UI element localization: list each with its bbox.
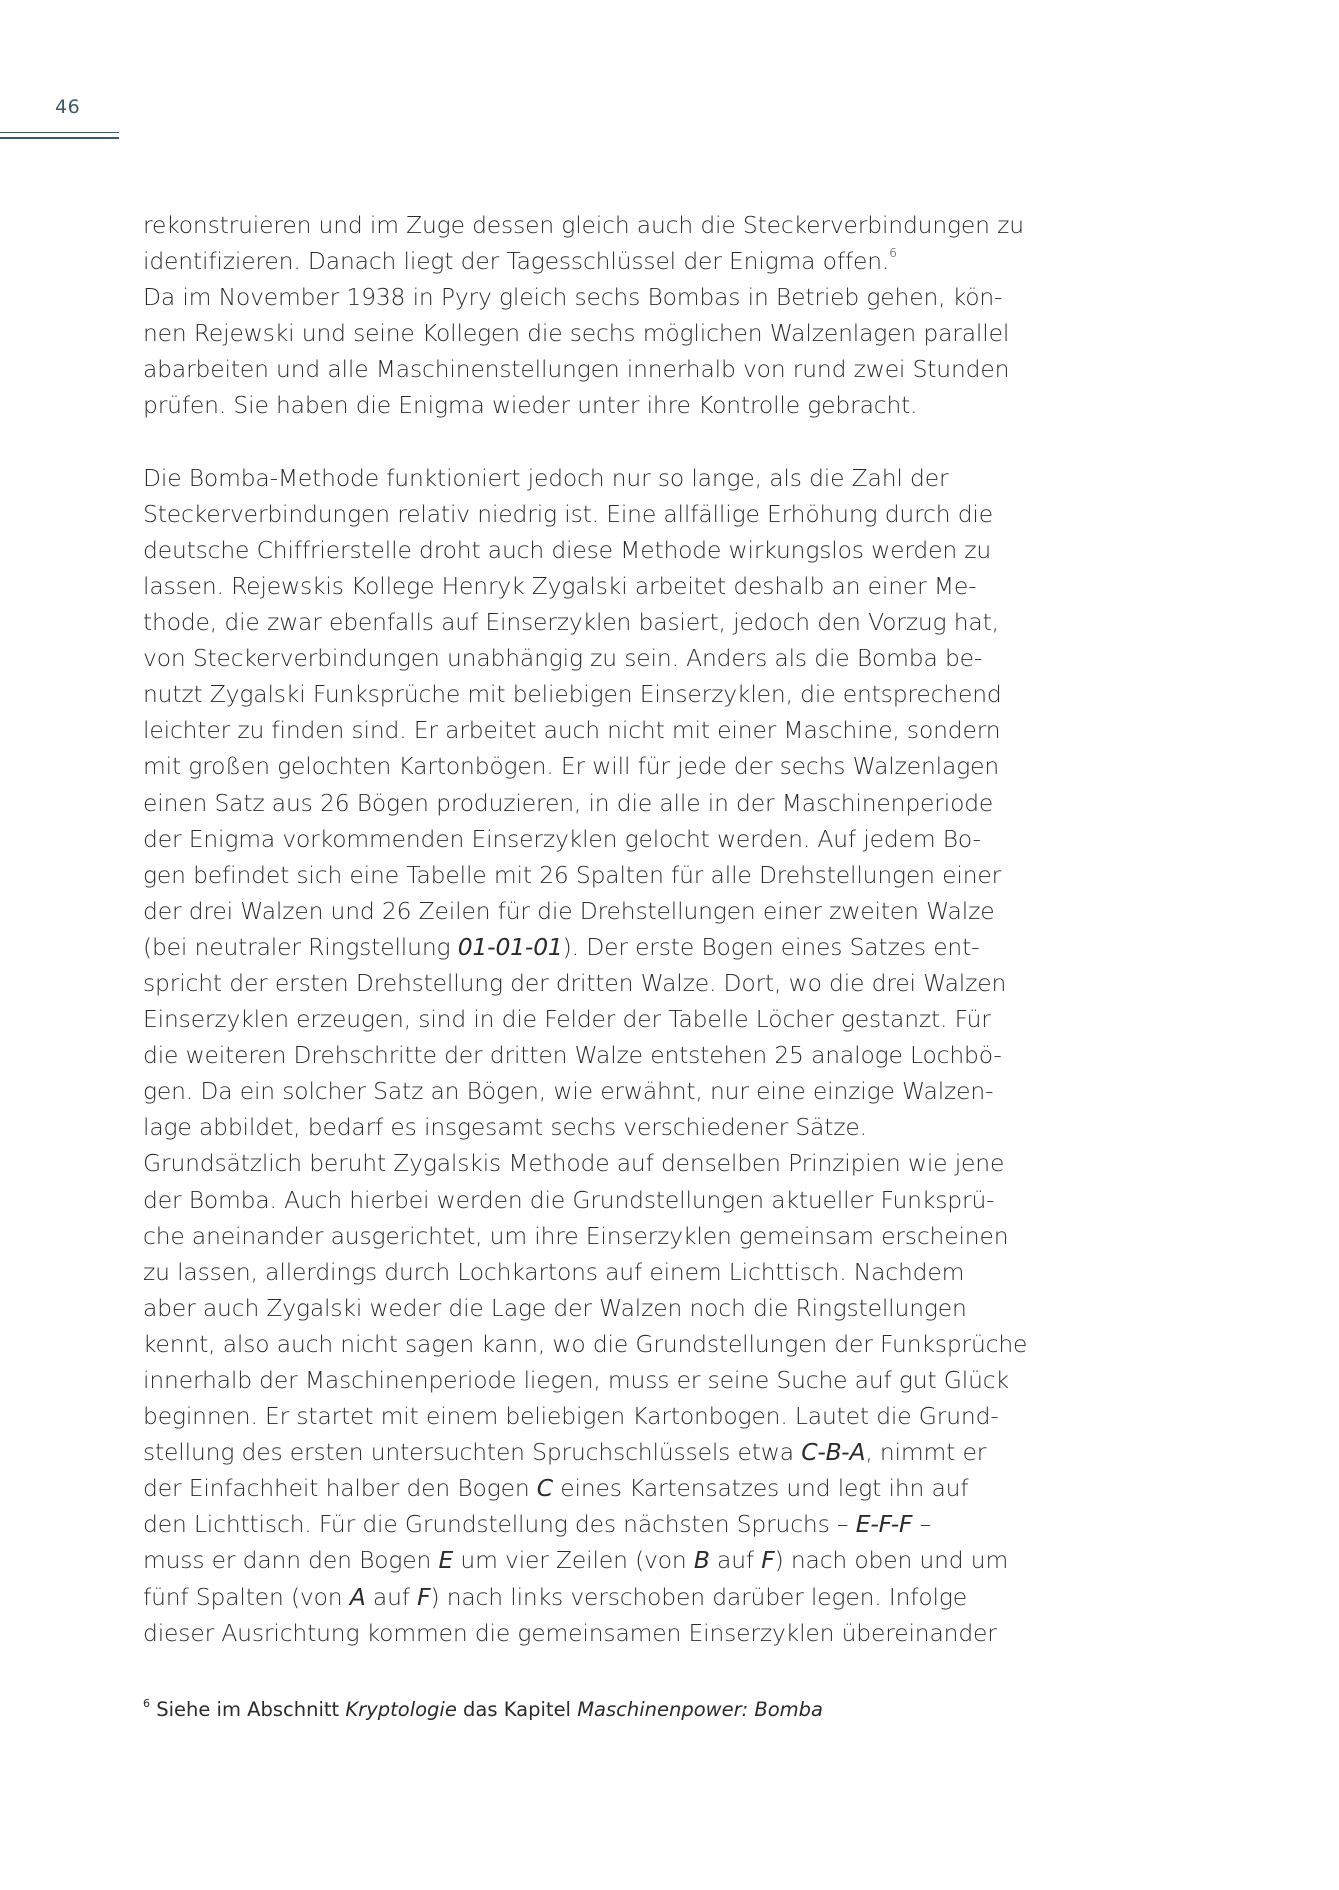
text-line: den Lichttisch. Für die Grundstellung des nächsten Spruchs – E-F-F – — [143, 1510, 932, 1539]
text-line: spricht der ersten Drehstellung der dritten Walze. Dort, wo die drei Walzen — [143, 968, 1007, 997]
text-line: identifizieren. Danach liegt der Tagesschlüssel der Enigma offen.$^6$ — [143, 246, 897, 276]
text-line: thode, die zwar ebenfalls auf Einserzyklen basiert, jedoch den Vorzug hat, — [143, 608, 999, 637]
text-line: der drei Walzen und 26 Zeilen für die Drehstellungen einer zweiten Walze — [143, 896, 995, 925]
text-line: (bei neutraler Ringstellung 01-01-01). Der erste Bogen eines Satzes ent- — [143, 932, 980, 961]
text-line: Grundsätzlich beruht Zygalskis Methode auf denselben Prinzipien wie jene — [143, 1149, 1005, 1178]
text-line: abarbeiten und alle Maschinenstellungen innerhalb von rund zwei Stunden — [143, 355, 1010, 384]
text-line: deutsche Chiffrierstelle droht auch diese Methode wirkungslos werden zu — [143, 535, 992, 564]
text-line: der Einfachheit halber den Bogen C eines Kartensatzes und legt ihn auf — [143, 1474, 969, 1503]
text-line: kennt, also auch nicht sagen kann, wo die Grundstellungen der Funksprüche — [143, 1329, 1028, 1358]
header-rule-thick — [0, 137, 119, 139]
text-line: von Steckerverbindungen unabhängig zu sein. Anders als die Bomba be- — [143, 644, 983, 673]
footnote-marker: 6 — [143, 1697, 150, 1710]
text-line: nen Rejewski und seine Kollegen die sechs möglichen Walzenlagen parallel — [143, 319, 1010, 348]
text-line: Steckerverbindungen relativ niedrig ist. Eine allfällige Erhöhung durch die — [143, 499, 993, 528]
text-line: zu lassen, allerdings durch Lochkartons auf einem Lichttisch. Nachdem — [143, 1257, 965, 1286]
text-line: rekonstruieren und im Zuge dessen gleich auch die Steckerverbindungen zu — [143, 211, 1024, 239]
text-line: gen befindet sich eine Tabelle mit 26 Spalten für alle Drehstellungen einer — [143, 860, 1002, 889]
paragraph-gap — [143, 424, 1043, 460]
text-line: Einserzyklen erzeugen, sind in die Felder der Tabelle Löcher gestanzt. Für — [143, 1005, 991, 1034]
body-text — [143, 207, 1043, 1651]
text-line: lage abbildet, bedarf es insgesamt sechs verschiedener Sätze. — [143, 1113, 867, 1142]
text-line: mit großen gelochten Kartonbögen. Er will für jede der sechs Walzenlagen — [143, 752, 1000, 781]
text-line: die weiteren Drehschritte der dritten Walze entstehen 25 analoge Lochbö- — [143, 1041, 1002, 1070]
text-line: Die Bomba-Methode funktioniert jedoch nur so lange, als die Zahl der — [143, 463, 949, 492]
text-line: lassen. Rejewskis Kollege Henryk Zygalski arbeitet deshalb an einer Me- — [143, 571, 977, 600]
text-line: Da im November 1938 in Pyry gleich sechs Bombas in Betrieb gehen, kön- — [143, 283, 1003, 312]
text-line: che aneinander ausgerichtet, um ihre Einserzyklen gemeinsam erscheinen — [143, 1221, 1009, 1250]
text-line: fünf Spalten (von A auf F) nach links verschoben darüber legen. Infolge — [143, 1582, 968, 1611]
text-line: aber auch Zygalski weder die Lage der Walzen noch die Ringstellungen — [143, 1293, 967, 1322]
text-line: innerhalb der Maschinenperiode liegen, muss er seine Suche auf gut Glück — [143, 1366, 1009, 1394]
header-rule-thin — [0, 132, 119, 133]
text-line: gen. Da ein solcher Satz an Bögen, wie erwähnt, nur eine einzige Walzen- — [143, 1077, 994, 1106]
footnote: $^6$ Siehe im Abschnitt Kryptologie das Kapitel Maschinenpower: Bomba — [143, 1697, 824, 1721]
text-line: beginnen. Er startet mit einem beliebigen Kartonbogen. Lautet die Grund- — [143, 1402, 999, 1431]
text-line: dieser Ausrichtung kommen die gemeinsamen Einserzyklen übereinander — [143, 1618, 997, 1647]
page-number: 46 — [55, 96, 81, 118]
text-line: nutzt Zygalski Funksprüche mit beliebigen Einserzyklen, die entsprechend — [143, 680, 1002, 709]
footnote-reference[interactable]: 6 — [889, 246, 897, 261]
text-line: muss er dann den Bogen E um vier Zeilen (von B auf F) nach oben und um — [143, 1546, 1009, 1575]
text-line: einen Satz aus 26 Bögen produzieren, in die alle in der Maschinenperiode — [143, 788, 994, 817]
text-line: der Bomba. Auch hierbei werden die Grundstellungen aktueller Funksprü- — [143, 1185, 995, 1214]
text-line: der Enigma vorkommenden Einserzyklen gelocht werden. Auf jedem Bo- — [143, 824, 981, 853]
text-line: stellung des ersten untersuchten Spruchschlüssels etwa C-B-A, nimmt er — [143, 1438, 987, 1467]
text-line: leichter zu finden sind. Er arbeitet auch nicht mit einer Maschine, sondern — [143, 716, 1001, 745]
text-line: prüfen. Sie haben die Enigma wieder unter ihre Kontrolle gebracht. — [143, 391, 918, 420]
